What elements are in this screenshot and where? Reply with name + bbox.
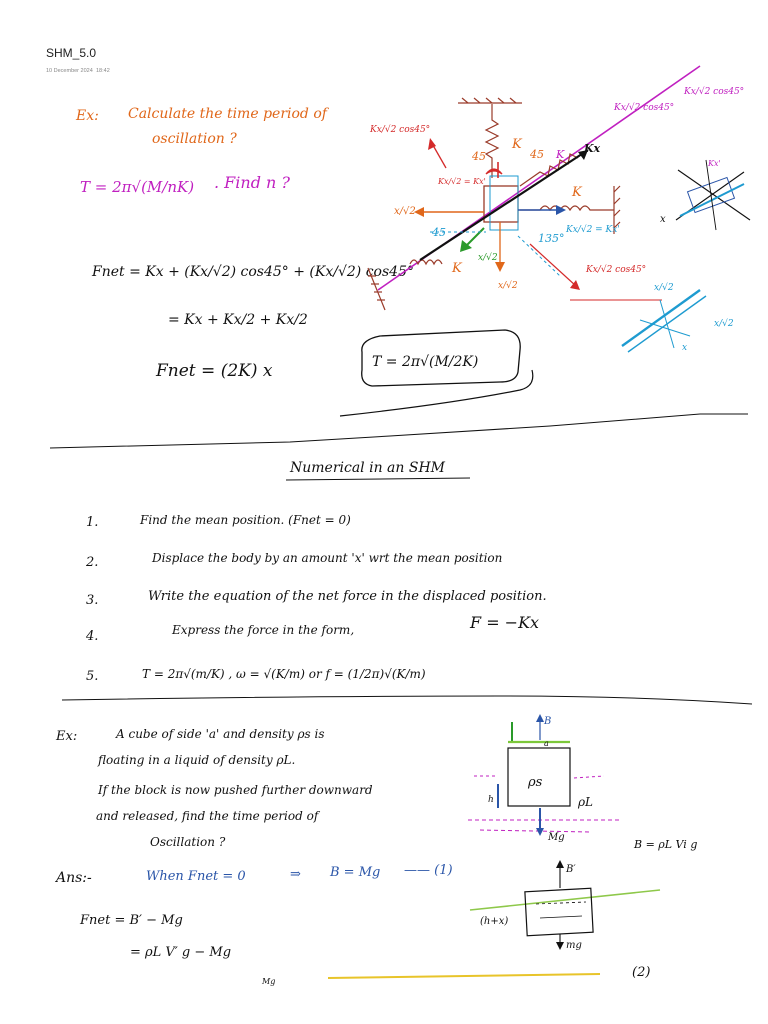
- lower-left-spring-k: K: [452, 261, 462, 276]
- section-title-underline: [286, 478, 470, 480]
- angle-135: 135°: [538, 232, 565, 245]
- cube-side: a: [544, 739, 549, 748]
- cube-h: h: [488, 795, 494, 805]
- fnet-line1: Fnet = Kx + (Kx/√2) cos45° + (Kx/√2) cos45°: [92, 264, 414, 280]
- step-5-text: T = 2π√(m/K) , ω = √(K/m) or f = (1/2π)√(K/m): [142, 667, 426, 681]
- force-left: x/√2: [394, 206, 416, 217]
- step-3-number: 3.: [86, 593, 99, 608]
- ex1-find: . Find n ?: [214, 173, 290, 192]
- page-title: SHM_5.0: [46, 46, 97, 60]
- ex1-label: Ex:: [76, 108, 99, 124]
- force-top-mid: Kx/√2 = Kx': [438, 177, 486, 186]
- step-1-number: 1.: [86, 515, 99, 530]
- cube-buoyancy: B: [544, 716, 552, 727]
- cube2-h-plus-x: (h+x): [480, 916, 509, 927]
- ex1-formula: T = 2π√(M/nK): [80, 178, 195, 196]
- cube-rho-s: ρs: [528, 775, 543, 790]
- ans-label: Ans:-: [56, 870, 92, 886]
- cube-mg: Mg: [548, 832, 565, 843]
- small-box-diagram-bottom: [622, 282, 734, 353]
- upper-right-spring-k: K: [556, 148, 565, 161]
- step-4-formula: F = −Kx: [470, 613, 540, 632]
- ex2-line4: and released, find the time period of: [96, 809, 319, 823]
- force-right: Kx/√2 = Kx': [566, 225, 620, 235]
- eq-tag-2: (2): [632, 965, 651, 980]
- page-date: 10 December 2024: [46, 68, 93, 74]
- cube2-b-prime: B′: [566, 864, 576, 875]
- step-5-number: 5.: [86, 669, 99, 684]
- ans-tag: —— (1): [404, 863, 453, 878]
- ans-arrow: ⇒: [290, 867, 301, 882]
- small-box-x: x: [682, 343, 688, 353]
- ex2-line2: floating in a liquid of density ρL.: [98, 753, 296, 767]
- small-box-x-root2-b: x/√2: [714, 319, 734, 329]
- answer-box-formula: T = 2π√(M/2K): [372, 354, 479, 370]
- ans-fnet-line1: Fnet = B′ − Mg: [80, 913, 183, 928]
- step-4-text: Express the force in the form,: [172, 623, 355, 637]
- ans-fnet-line2: = ρL V′ g − Mg: [130, 945, 232, 960]
- step-1-text: Find the mean position. (Fnet = 0): [140, 513, 351, 527]
- force-bottom1: x/√2: [478, 253, 498, 263]
- displaced-cube-diagram: [470, 860, 660, 951]
- top-spring-k: K: [512, 137, 522, 152]
- angle-upper-left: 45: [472, 150, 486, 163]
- step-2-text: Displace the body by an amount 'x' wrt the mean position: [152, 551, 503, 565]
- ex1-question-line2: oscillation ?: [152, 131, 237, 147]
- upper-right-spring: [520, 154, 578, 186]
- ans-cut-off: Mg: [262, 977, 276, 986]
- cube2-mg: mg: [566, 940, 582, 951]
- top-spring: [486, 104, 498, 178]
- step-2-number: 2.: [86, 555, 99, 570]
- ex2-line1: A cube of side 'a' and density ρs is: [116, 727, 325, 741]
- highlight-line: [328, 974, 600, 978]
- right-spring-k: K: [572, 185, 582, 200]
- ex2-line5: Oscillation ?: [150, 835, 226, 849]
- angle-lower-left: 45: [432, 226, 446, 239]
- force-top-right1: Kx/√2 cos45°: [614, 103, 675, 113]
- answer-box-tail: [340, 370, 533, 416]
- fnet-line2: = Kx + Kx/2 + Kx/2: [168, 312, 308, 328]
- spring-diagram: [368, 66, 750, 353]
- divider-line-2: [62, 696, 752, 704]
- lower-left-spring: [410, 260, 442, 264]
- force-top-right2: Kx/√2 cos45°: [684, 87, 745, 97]
- small-box-x-root2-a: x/√2: [654, 283, 674, 293]
- angle-upper-right: 45: [530, 148, 544, 161]
- ans-result: B = Mg: [330, 865, 381, 880]
- force-bottom2: x/√2: [498, 281, 518, 291]
- divider-line-1: [50, 414, 748, 448]
- ex1-question-line1: Calculate the time period of: [128, 106, 327, 122]
- cube-rho-l: ρL: [578, 795, 594, 809]
- ans-text: When Fnet = 0: [146, 869, 246, 884]
- ex2-label: Ex:: [56, 729, 78, 744]
- small-box-label: x: [660, 214, 666, 225]
- step-4-number: 4.: [86, 629, 99, 644]
- small-box-diagram-top: [660, 159, 750, 230]
- force-top-left: Kx/√2 cos45°: [370, 125, 431, 135]
- cube-b-formula: B = ρL Vi g: [634, 838, 698, 851]
- cube-diagram: [468, 714, 697, 851]
- small-box-kx: Kx': [708, 159, 721, 168]
- force-lower-right: Kx/√2 cos45°: [586, 265, 647, 275]
- step-3-text: Write the equation of the net force in the displaced position.: [148, 589, 547, 604]
- section-title: Numerical in an SHM: [290, 460, 446, 476]
- fnet-line3: Fnet = (2K) x: [156, 361, 273, 381]
- kx-label: Kx: [584, 142, 601, 155]
- ex2-line3: If the block is now pushed further downward: [98, 783, 373, 797]
- page-time: 18:42: [96, 68, 110, 74]
